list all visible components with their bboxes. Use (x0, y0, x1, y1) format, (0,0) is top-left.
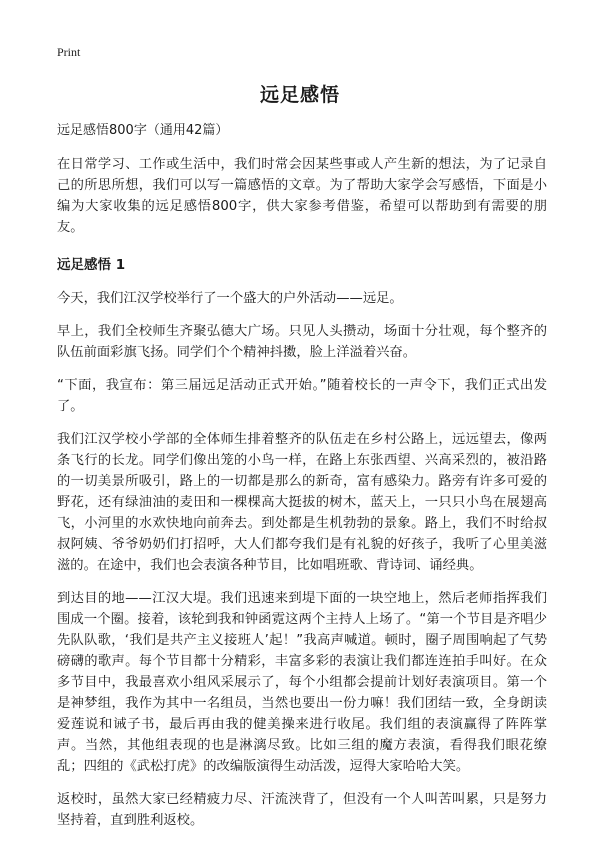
article-subtitle: 远足感悟800字（通用42篇） (57, 123, 229, 138)
body-paragraph: 我们江汉学校小学部的全体师生排着整齐的队伍走在乡村公路上，远远望去，像两条飞行的长龙。同学们像出笼的小鸟一样，在路上东张西望、兴高采烈的，被沿路的一切美景所吸引，路上的一切都是那么的新奇，富有感染力。路旁有许多可爱的野花，还有绿油油的麦田和一棵棵高大挺拔的树木，蓝天上，一只只小鸟在展翅高飞，小河里的水欢快地向前奔去。到处都是生机勃勃的景象。路上，我们不时给叔叔阿姨、爷爷奶奶们打招呼，大人们都夸我们是有礼貌的好孩子，我听了心里美滋滋的。在途中，我们也会表演各种节目，比如唱班歌、背诗词、诵经典。 (57, 432, 547, 573)
body-paragraph: 今天，我们江汉学校举行了一个盛大的户外活动——远足。 (57, 291, 403, 306)
article-body (57, 122, 547, 843)
page-title: 远足感悟 (259, 84, 340, 106)
body-paragraph: 返校时，虽然大家已经精疲力尽、汗流浃背了，但没有一个人叫苦叫累，只是努力坚持着，直到胜利返校。 (57, 792, 547, 828)
section-heading: 远足感悟 1 (57, 257, 126, 273)
intro-paragraph: 在日常学习、工作或生活中，我们时常会因某些事或人产生新的想法，为了记录自己的所思所想，我们可以写一篇感悟的文章。为了帮助大家学会写感悟，下面是小编为大家收集的远足感悟800字，供大家参考借鉴，希望可以帮助到有需要的朋友。 (57, 157, 547, 235)
body-paragraph: “下面，我宣布：第三届远足活动正式开始。”随着校长的一声令下，我们正式出发了。 (57, 378, 547, 414)
body-paragraph: 到达目的地——江汉大堤。我们迅速来到堤下面的一块空地上，然后老师指挥我们围成一个圈。接着，该轮到我和钟函霓这两个主持人上场了。“第一个节目是齐唱少先队队歌，‘我们是共产主义接班人’起！”我高声喊道。顿时，圈子周围响起了气势磅礴的歌声。每个节目都十分精彩，丰富多彩的表演让我们都连连拍手叫好。在众多节目中，我最喜欢小组风采展示了，每个小组都会提前计划好表演项目。第一个是神梦组，我作为其中一名组员，当然也要出一份力嘛！我们团结一致，全身朗读爱莲说和诫子书，最后再由我的健美操来进行收尾。我们组的表演赢得了阵阵掌声。当然，其他组表现的也是淋漓尽致。比如三组的魔方表演，看得我们眼花缭乱；四组的《武松打虎》的改编版演得生动活泼，逗得大家哈哈大笑。 (57, 591, 547, 774)
body-paragraph: 早上，我们全校师生齐聚弘德大广场。只见人头攒动，场面十分壮观，每个整齐的队伍前面彩旗飞扬。同学们个个精神抖擞，脸上洋溢着兴奋。 (57, 324, 547, 360)
print-link[interactable]: Print (57, 45, 81, 59)
